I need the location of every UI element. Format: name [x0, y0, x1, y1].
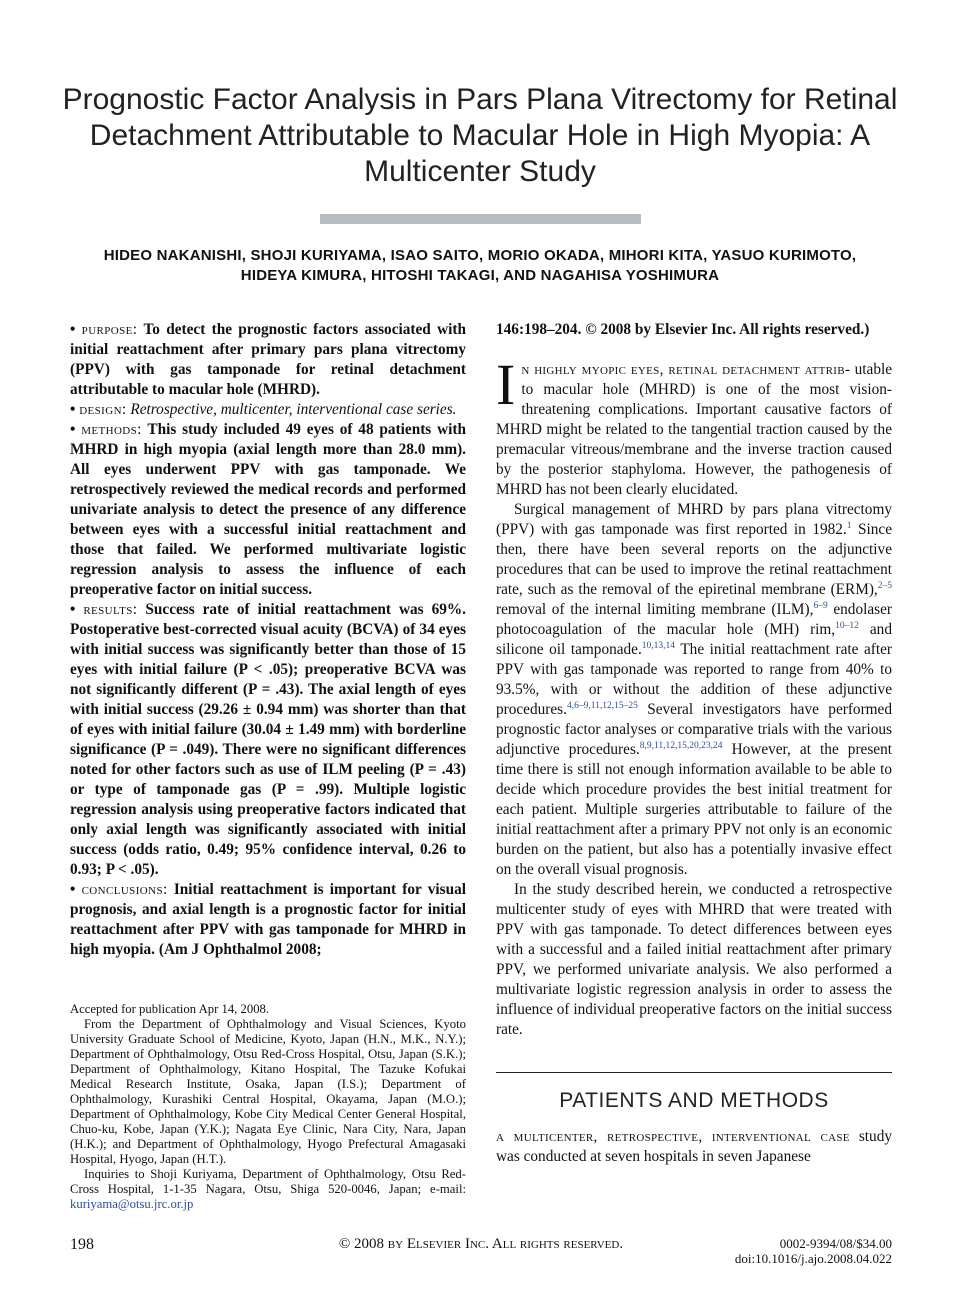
abstract-methods — [70, 420, 466, 600]
abstract-purpose — [70, 320, 466, 400]
page-footer — [70, 1236, 892, 1276]
intro-p2-g: Several investigators have performed prognostic factor analyses or comparative trials with the various adjunctive procedures. — [496, 701, 892, 758]
bullet-icon: • — [70, 881, 76, 898]
conclusions-label: conclusions: — [81, 881, 168, 898]
methods-label: methods: — [81, 421, 142, 438]
design-text: Retrospective, multicenter, interventional case series. — [130, 401, 457, 418]
right-column — [496, 320, 892, 1167]
page-number: 198 — [70, 1236, 94, 1253]
abstract-conclusions — [70, 880, 466, 960]
reference-link[interactable]: 6–9 — [813, 601, 828, 611]
intro-paragraph-3: In the study described herein, we conducted a retrospective multicenter study of eyes with MHRD that were treated with PPV with gas tamponade. To detect differences between eyes with a successful and a failed initial reattachment after primary PPV, we performed univariate analysis. We also performed a multivariate logistic regression analysis in order to assess the influence of individual preoperative factors on the initial success rate. — [496, 881, 892, 1038]
reference-link[interactable]: 2–5 — [877, 581, 892, 591]
affiliations: From the Department of Ophthalmology and Visual Sciences, Kyoto University Graduate School of Medicine, Kyoto, Japan (H.N., M.K., N.Y.); Department of Ophthalmology, Otsu Red-Cross Hospital, Otsu, Japan (S.K.); Department of Ophthalmology, Kitano Hospital, The Tazuke Kofukai Medical Research Institute, Osaka, Japan (I.S.); Department of Ophthalmology, Kurashiki Central Hospital, Okayama, Japan (M.O.); Department of Ophthalmology, Kobe City Medical Center General Hospital, Chuo-ku, Kobe, Japan (Y.K.); Nagata Eye Clinic, Nara City, Nara, Japan (H.K.); and Department of Ophthalmology, Hyogo Prefectural Amagasaki Hospital, Hyogo, Japan (H.T.). — [70, 1017, 466, 1166]
methods-lead: a multicenter, retrospective, interventional case — [496, 1128, 850, 1145]
drop-cap: I — [496, 352, 516, 417]
introduction — [496, 352, 893, 1040]
bullet-icon: • — [70, 421, 76, 438]
intro-p2-h: However, at the present time there is still not enough information available to be able to decide which procedure provides the best initial treatment for each patient. Multiple surgeries attributable to failure of the initial reattachment after a primary PPV not only is an economic burden on the patient, but also has a potentially invasive effect on the overall visual prognosis. — [496, 741, 892, 878]
abstract-results — [70, 600, 466, 880]
bullet-icon: • — [70, 601, 76, 618]
article-title: Prognostic Factor Analysis in Pars Plana Vitrectomy for Retinal Detachment Attributable to Macular Hole in High Myopia: A Multicenter Study — [62, 83, 898, 188]
inquiries — [70, 1167, 466, 1212]
email-link[interactable]: kuriyama@otsu.jrc.or.jp — [70, 1197, 194, 1211]
author-list — [60, 246, 900, 286]
methods-text: This study included 49 eyes of 48 patients with MHRD in high myopia (axial length more than 28.0 mm). All eyes underwent PPV with gas tamponade. We retrospectively reviewed the medical records and performed univariate analysis to detect the presence of any difference between eyes with a successful initial reattachment and those that failed. We performed multivariate logistic regression analysis to assess the influence of each preoperative factor on initial success. — [70, 421, 466, 598]
intro-paragraph-1 — [496, 352, 893, 500]
author-line-1: HIDEO NAKANISHI, SHOJI KURIYAMA, ISAO SAITO, MORIO OKADA, MIHORI KITA, YASUO KURIMOTO, — [103, 247, 857, 264]
issn: 0002-9394/08/$34.00 — [779, 1236, 892, 1251]
abstract-design — [70, 400, 466, 420]
reference-link[interactable]: 4,6–9,11,12,15–25 — [566, 701, 638, 711]
results-label: results: — [83, 601, 138, 618]
design-label: design: — [79, 401, 127, 418]
intro-p2-b: Since then, there have been several reports on the adjunctive procedures that can be used to improve the retinal reattachment rate, such as the removal of the epiretinal membrane (ERM), — [496, 521, 892, 598]
bullet-icon: • — [70, 401, 76, 418]
intro-p2-a: Surgical management of MHRD by pars plana vitrectomy (PPV) with gas tamponade was first reported in 1982. — [496, 501, 892, 538]
abstract — [70, 320, 466, 960]
reference-link[interactable]: 10–12 — [835, 621, 859, 631]
inquiries-text: Inquiries to Shoji Kuriyama, Department of Ophthalmology, Otsu Red-Cross Hospital, 1-1-35 Nagara, Otsu, Shiga 520-0046, Japan; e-mail: — [70, 1167, 466, 1196]
section-heading: PATIENTS AND METHODS — [559, 1089, 829, 1112]
intro-p2-c: removal of the internal limiting membrane (ILM), — [496, 601, 814, 618]
intro-paragraph-2 — [496, 500, 892, 880]
citation-start: (Am J Ophthalmol 2008; — [158, 941, 322, 958]
intro-p1-text: utable to macular hole (MHRD) is one of the most vision-threatening complications. Important causative factors of MHRD might be related to the tangential traction caused by the premacular vitreous/membrane and the inverse traction caused by the posterior staphyloma. However, the pathogenesis of MHRD has not been clearly elucidated. — [496, 361, 893, 498]
title-divider-bar — [320, 214, 641, 224]
methods-section — [496, 1127, 892, 1167]
section-divider — [496, 1072, 892, 1073]
intro-p2-f: The initial reattachment rate after PPV with gas tamponade was reported to range from 40% to 93.5%, with or without the addition of these adjunctive procedures. — [496, 641, 892, 718]
conclusions-text: Initial reattachment is important for visual prognosis, and axial length is a prognostic factor for initial reattachment after PPV with gas tamponade for MHRD in high myopia. — [70, 881, 466, 958]
results-text: Success rate of initial reattachment was 69%. Postoperative best-corrected visual acuity (BCVA) of 34 eyes with initial success was significantly better than those of 15 eyes with initial failure (P < .05); preoperative BCVA was not significantly different (P = .43). The axial length of eyes with initial success (29.26 ± 0.94 mm) was shorter than that of eyes with initial failure (30.04 ± 1.49 mm) with borderline significance (P = .049). There were no significant differences noted for other factors such as use of ILM peeling (P = .43) or type of tamponade gas (P = .99). Multiple logistic regression analysis using preoperative factors indicated that only axial length was significantly associated with initial success (odds ratio, 0.49; 95% confidence interval, 0.26 to 0.93; P < .05). — [70, 601, 466, 878]
reference-link[interactable]: 1 — [846, 521, 852, 531]
reference-link[interactable]: 10,13,14 — [641, 641, 676, 651]
intro-p2-e: and silicone oil tamponade. — [496, 621, 892, 658]
bullet-icon: • — [70, 321, 76, 338]
footer-identifiers — [735, 1236, 892, 1266]
purpose-label: purpose: — [81, 321, 138, 338]
methods-p1-text: study was conducted at seven hospitals in seven Japanese — [496, 1128, 893, 1165]
methods-paragraph-1 — [496, 1127, 892, 1167]
accepted-date: Accepted for publication Apr 14, 2008. — [70, 1002, 270, 1016]
intro-lead: n highly myopic eyes, retinal detachment attrib- — [521, 361, 851, 378]
footnotes — [70, 1002, 466, 1212]
footer-copyright: © 2008 by Elsevier Inc. All rights reserved. — [338, 1236, 624, 1252]
reference-link[interactable]: 8,9,11,12,15,20,23,24 — [639, 741, 723, 751]
intro-p2-d: endolaser photocoagulation of the macular hole (MH) rim, — [496, 601, 892, 638]
author-line-2: HIDEYA KIMURA, HITOSHI TAKAGI, AND NAGAHISA YOSHIMURA — [240, 267, 720, 284]
purpose-text: To detect the prognostic factors associated with initial reattachment after primary pars plana vitrectomy (PPV) with gas tamponade for retinal detachment attributable to macular hole (MHRD). — [70, 321, 466, 398]
doi: doi:10.1016/j.ajo.2008.04.022 — [734, 1251, 892, 1266]
citation-end: 146:198–204. © 2008 by Elsevier Inc. All rights reserved.) — [496, 321, 870, 338]
